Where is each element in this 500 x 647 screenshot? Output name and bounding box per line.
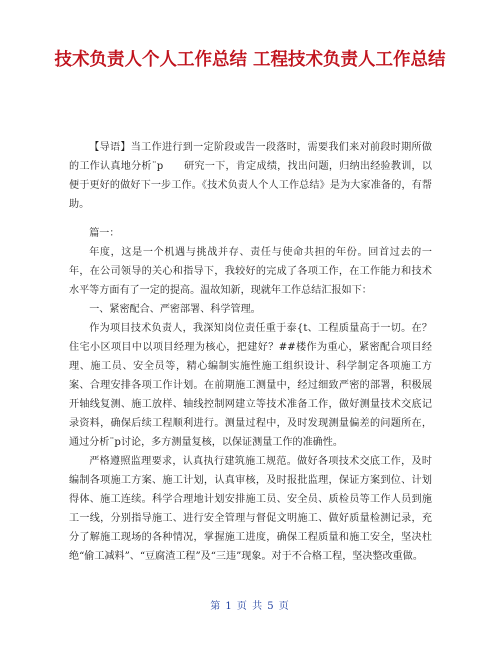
- section-label: 篇一：: [89, 228, 120, 239]
- body-paragraph: 年度，这是一个机遇与挑战并存、责任与使命共担的年份。回首过去的一年，在公司领导的关心和指导下，我较好的完成了各项工作，在工作能力和技术水平等方面有了一定的提高。温故知新，现就年工作总结汇报如下：: [69, 247, 432, 296]
- body-paragraph: 严格遵照监理要求，认真执行建筑施工规范。做好各项技术交底工作，及时编制各项施工方案、施工计划，认真审核，及时报批监理，保证方案到位、计划得体、施工连续。科学合理地计划安排施工员、安全员、质检员等工作人员到施工一线，分别指导施工、进行安全管理与督促文明施工、做好质量检测记录，充分了解施工现场的各种情况，掌握施工进度，确保工程质量和施工安全，坚决杜绝“偷工减料”、“豆腐渣工程”及“三违”现象。对于不合格工程，坚决整改重做。: [69, 456, 432, 562]
- intro-paragraph: 【导语】当工作进行到一定阶段或告一段落时，需要我们来对前段时期所做的工作认真地分析¨p 研究一下，肯定成绩，找出问题，归纳出经验教训，以便于更好的做好下一步工作。《技术负责人个人工作总结》是为大家准备的，有帮助。: [69, 142, 432, 210]
- page-number: 第 1 页 共 5 页: [210, 601, 290, 612]
- document-body: [69, 138, 432, 566]
- section-heading: 一、紧密配合、严密部署、科学管理。: [89, 304, 261, 315]
- body-paragraph: 作为项目技术负责人，我深知岗位责任重于泰{t、工程质量高于一切。在？住宅小区项目中以项目经理为核心，把建好？##楼作为重心，紧密配合项目经理、施工员、安全员等，精心编制实施性施工组织设计、科学制定各项施工方案、合理安排各项工作计划。在前期施工测量中，经过细致严密的部署，积极展开轴线复测、施工放样、轴线控制网建立等技术准备工作，做好测量技术交底记录资料，确保后续工程顺利进行。测量过程中，及时发现测量偏差的问题所在，通过分析¨p讨论，多方测量复核，以保证测量工作的准确性。: [69, 323, 432, 448]
- document-title: 技术负责人个人工作总结 工程技术负责人工作总结: [54, 50, 446, 70]
